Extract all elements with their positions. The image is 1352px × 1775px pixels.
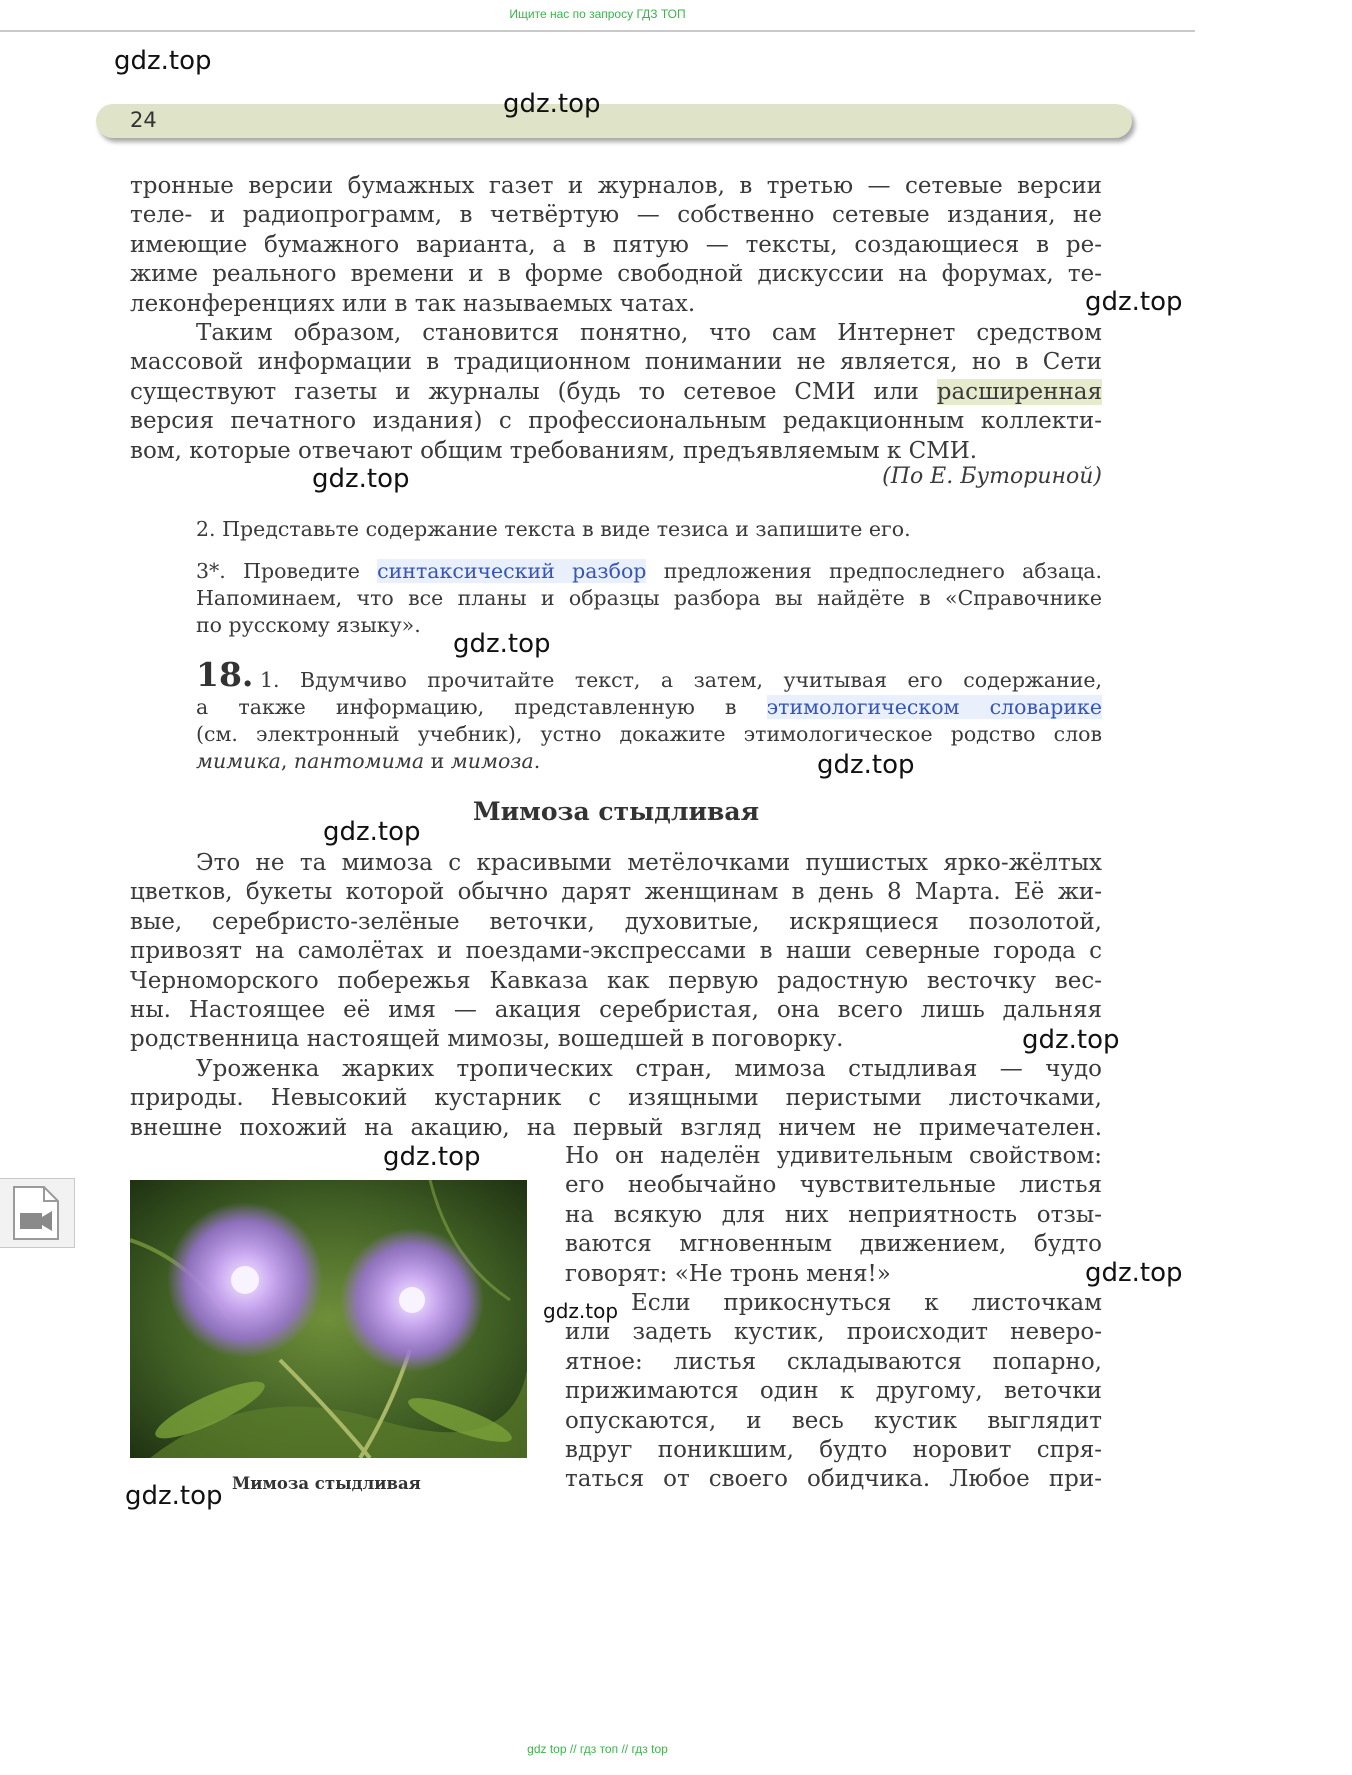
text-line: теле- и радиопрограмм, в четвёртую — собственно сетевые издания, не	[130, 202, 1102, 229]
text-line: тронные версии бумажных газет и журналов, в третью — сетевые версии	[130, 173, 1102, 199]
highlighted-term[interactable]: расширенная	[936, 378, 1102, 405]
text-line: Уроженка жарких тропических стран, мимоза стыдливая — чудо	[196, 1056, 1102, 1082]
paragraph-conclusion	[130, 319, 1102, 466]
text-span: .	[533, 749, 541, 773]
watermark: gdz.top	[817, 750, 915, 780]
watermark: gdz.top	[1085, 287, 1183, 317]
footer-link[interactable]: гдз топ	[579, 1742, 619, 1756]
author-attribution: (По Е. Буториной)	[882, 464, 1102, 489]
watermark: gdz.top	[312, 464, 410, 494]
text-line: привозят на самолётах и поездами-экспрессами в наши северные города с	[130, 938, 1102, 965]
footer-link[interactable]: гдз top	[631, 1742, 668, 1756]
text-line	[130, 378, 1102, 407]
word-mimika: мимика	[196, 749, 281, 773]
text-line: опускаются, и весь кустик выглядит	[565, 1407, 1102, 1434]
text-line: ваются мгновенным движением, будто	[565, 1231, 1102, 1258]
text-line: по русскому языку».	[196, 613, 421, 637]
text-line: или задеть кустик, происходит неверо-	[565, 1319, 1102, 1346]
text-line: Таким образом, становится понятно, что сам Интернет средством	[196, 320, 1102, 346]
watermark: gdz.top	[503, 89, 601, 119]
text-line: Но он наделён удивительным свойством:	[565, 1143, 1102, 1169]
exercise-number: 18.	[196, 655, 254, 694]
text-line: говорят: «Не тронь меня!»	[565, 1260, 891, 1287]
paragraph-networks	[130, 172, 1102, 319]
text-line: природы. Невысокий кустарник с изящными перистыми листочками,	[130, 1085, 1102, 1112]
task-2: 2. Представьте содержание текста в виде тезиса и запишите его.	[196, 517, 911, 541]
watermark: gdz.top	[1085, 1258, 1183, 1288]
article-right-column	[565, 1142, 1102, 1495]
watermark: gdz.top	[1022, 1025, 1120, 1055]
text-span: ,	[280, 749, 294, 773]
text-line: (см. электронный учебник), устно докажите этимологическое родство слов	[196, 722, 1102, 746]
text-line: цветков, букеты которой обычно дарят женщинам в день 8 Марта. Её жи-	[130, 879, 1102, 906]
text-line: прижимаются один к другому, веточки	[565, 1378, 1102, 1405]
text-line: имеющие бумажного варианта, а в пятую — тексты, создающиеся в ре-	[130, 231, 1102, 258]
text-line: вдруг поникшим, будто норовит спря-	[565, 1437, 1102, 1464]
text-line: жиме реального времени и в форме свободной дискуссии на форумах, те-	[130, 261, 1102, 288]
text-span: а также информацию, представленную в	[196, 695, 767, 719]
text-line: Черноморского побережья Кавказа как первую радостную весточку вес-	[130, 967, 1102, 994]
page-number: 24	[130, 108, 157, 132]
footer-link[interactable]: gdz top	[527, 1742, 567, 1756]
photo-caption: Мимоза стыдливая	[232, 1474, 421, 1493]
watermark: gdz.top	[543, 1299, 619, 1323]
footer-separator: //	[569, 1742, 577, 1756]
mimosa-illustration	[130, 1180, 527, 1458]
text-line: ятное: листья складываются попарно,	[565, 1348, 1102, 1375]
task-3	[196, 558, 1102, 639]
text-line: вые, серебристо-зелёные веточки, духовитые, искрящиеся позолотой,	[130, 908, 1102, 935]
text-line: его необычайно чувствительные листья	[565, 1172, 1102, 1199]
article-title: Мимоза стыдливая	[472, 797, 760, 826]
text-line: массовой информации в традиционном понимании не является, но в Сети	[130, 349, 1102, 376]
text-span: предложения предпоследнего абзаца.	[646, 559, 1102, 583]
text-line: 1. Вдумчиво прочитайте текст, а затем, учитывая его содержание,	[260, 668, 1102, 692]
text-line: вом, которые отвечают общим требованиям, предъявляемым к СМИ.	[130, 437, 978, 464]
mimosa-photo	[130, 1180, 527, 1458]
syntax-analysis-link[interactable]: синтаксический разбор	[377, 559, 647, 583]
text-line: Напоминаем, что все планы и образцы разбора вы найдёте в «Справочнике	[196, 586, 1102, 610]
text-line: на всякую для них неприятность отзы-	[565, 1201, 1102, 1228]
text-line: родственница настоящей мимозы, вошедшей в поговорку.	[130, 1026, 844, 1053]
text-line: таться от своего обидчика. Любое при-	[565, 1466, 1102, 1493]
text-line: версия печатного издания) с профессиональным редакционным коллекти-	[130, 408, 1102, 435]
text-line: ны. Настоящее её имя — акация серебристая, она всего лишь дальняя	[130, 997, 1102, 1024]
video-button[interactable]	[0, 1178, 75, 1248]
text-line	[196, 694, 1102, 721]
text-line: Это не та мимоза с красивыми метёлочками пушистых ярко-жёлтых	[196, 850, 1102, 876]
article-paragraph-2	[130, 1055, 1102, 1143]
word-pantomima: пантомима	[293, 749, 425, 773]
word-mimoza: мимоза	[450, 749, 534, 773]
video-file-icon	[8, 1183, 68, 1243]
text-line: Если прикоснуться к листочкам	[631, 1290, 1102, 1317]
text-line: внешне похожий на акацию, на первый взгляд ничем не примечателен.	[130, 1114, 1102, 1141]
footer-separator: //	[621, 1742, 629, 1756]
task-18	[196, 667, 1102, 775]
watermark: gdz.top	[453, 629, 551, 659]
text-span: существуют газеты и журналы (будь то сетевое СМИ или	[130, 378, 937, 405]
text-span: 3*. Проведите	[196, 559, 378, 583]
footer-links	[0, 1742, 1195, 1756]
watermark: gdz.top	[114, 46, 212, 76]
watermark: gdz.top	[383, 1142, 481, 1172]
top-banner[interactable]: Ищите нас по запросу ГДЗ ТОП	[0, 0, 1195, 32]
etymology-dictionary-link[interactable]: этимологическом словарике	[766, 695, 1102, 719]
watermark: gdz.top	[125, 1481, 223, 1511]
watermark: gdz.top	[323, 817, 421, 847]
article-paragraph-1	[130, 849, 1102, 1055]
text-line	[196, 558, 1102, 585]
page-header-bar	[96, 104, 1132, 138]
text-line	[196, 748, 1102, 775]
text-line: леконференциях или в так называемых чатах.	[130, 290, 696, 317]
text-span: и	[424, 749, 451, 773]
